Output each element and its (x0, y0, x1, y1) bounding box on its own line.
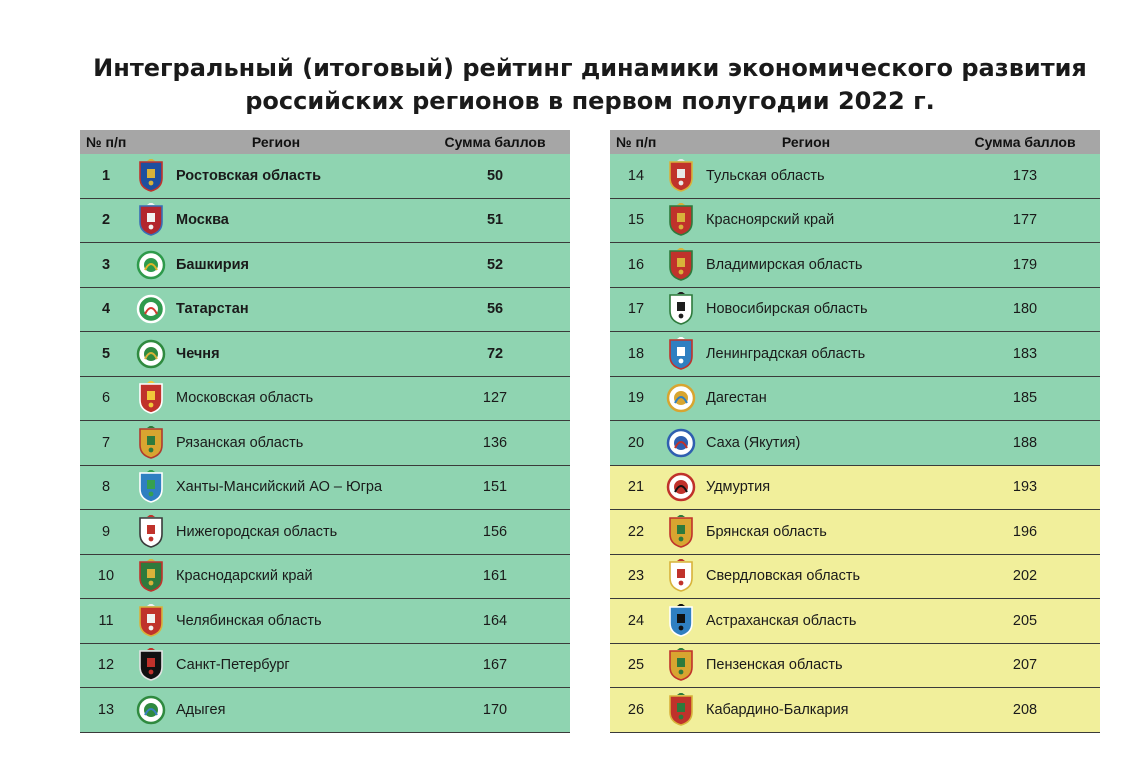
table-row (610, 287, 1100, 332)
table-row (80, 510, 570, 555)
rank-number: 25 (610, 643, 662, 688)
region-name: Удмуртия (700, 465, 950, 510)
table-row (610, 688, 1100, 733)
region-name: Татарстан (170, 287, 420, 332)
rank-number: 19 (610, 376, 662, 421)
udmurtia-emblem-icon (662, 465, 700, 510)
table-row (80, 465, 570, 510)
region-name: Ханты-Мансийский АО – Югра (170, 465, 420, 510)
rank-number: 2 (80, 198, 132, 243)
score-value: 180 (950, 287, 1100, 332)
table-row (610, 465, 1100, 510)
table-row (610, 198, 1100, 243)
table-row (80, 599, 570, 644)
vladimir-coat-of-arms-icon (662, 243, 700, 288)
table-row (610, 643, 1100, 688)
chelyabinsk-coat-of-arms-icon (132, 599, 170, 644)
table-row (80, 643, 570, 688)
score-value: 167 (420, 643, 570, 688)
region-name: Адыгея (170, 688, 420, 733)
score-value: 207 (950, 643, 1100, 688)
header-region: Регион (132, 130, 420, 154)
region-name: Санкт-Петербург (170, 643, 420, 688)
leningrad-oblast-coat-of-arms-icon (662, 332, 700, 377)
score-value: 136 (420, 421, 570, 466)
sverdlovsk-coat-of-arms-icon (662, 554, 700, 599)
table-row (80, 154, 570, 198)
dagestan-emblem-icon (662, 376, 700, 421)
header-sum: Сумма баллов (420, 130, 570, 154)
rank-number: 7 (80, 421, 132, 466)
table-row (610, 376, 1100, 421)
title-line-2: российских регионов в первом полугодии 2022 г. (245, 87, 935, 115)
rank-number: 16 (610, 243, 662, 288)
rank-number: 26 (610, 688, 662, 733)
region-name: Москва (170, 198, 420, 243)
header-sum: Сумма баллов (950, 130, 1100, 154)
rank-number: 14 (610, 154, 662, 198)
region-name: Астраханская область (700, 599, 950, 644)
ranking-table-right (610, 130, 1100, 733)
rank-number: 22 (610, 510, 662, 555)
rank-number: 13 (80, 688, 132, 733)
table-row (80, 421, 570, 466)
score-value: 56 (420, 287, 570, 332)
region-name: Красноярский край (700, 198, 950, 243)
bryansk-coat-of-arms-icon (662, 510, 700, 555)
region-name: Нижегородская область (170, 510, 420, 555)
score-value: 185 (950, 376, 1100, 421)
sakha-emblem-icon (662, 421, 700, 466)
table-row (610, 510, 1100, 555)
krasnodar-coat-of-arms-icon (132, 554, 170, 599)
score-value: 205 (950, 599, 1100, 644)
score-value: 188 (950, 421, 1100, 466)
score-value: 202 (950, 554, 1100, 599)
table-row (80, 243, 570, 288)
chechnya-emblem-icon (132, 332, 170, 377)
moscow-coat-of-arms-icon (132, 198, 170, 243)
header-number: № п/п (80, 130, 132, 154)
score-value: 72 (420, 332, 570, 377)
region-name: Тульская область (700, 154, 950, 198)
table-row (610, 599, 1100, 644)
region-name: Ленинградская область (700, 332, 950, 377)
region-name: Брянская область (700, 510, 950, 555)
rank-number: 15 (610, 198, 662, 243)
rank-number: 24 (610, 599, 662, 644)
ranking-table-left (80, 130, 570, 733)
table-row (610, 243, 1100, 288)
nizhny-novgorod-coat-of-arms-icon (132, 510, 170, 555)
khmao-coat-of-arms-icon (132, 465, 170, 510)
rank-number: 23 (610, 554, 662, 599)
region-name: Башкирия (170, 243, 420, 288)
rank-number: 3 (80, 243, 132, 288)
region-name: Челябинская область (170, 599, 420, 644)
score-value: 183 (950, 332, 1100, 377)
table-row (80, 376, 570, 421)
header-number: № п/п (610, 130, 662, 154)
table-row (80, 198, 570, 243)
table-row (80, 688, 570, 733)
astrakhan-coat-of-arms-icon (662, 599, 700, 644)
rank-number: 8 (80, 465, 132, 510)
region-name: Саха (Якутия) (700, 421, 950, 466)
tula-coat-of-arms-icon (662, 154, 700, 198)
table-row (80, 554, 570, 599)
rank-number: 10 (80, 554, 132, 599)
table-row (610, 154, 1100, 198)
score-value: 179 (950, 243, 1100, 288)
rank-number: 21 (610, 465, 662, 510)
table-header-row (610, 130, 1100, 154)
rank-number: 11 (80, 599, 132, 644)
bashkiria-emblem-icon (132, 243, 170, 288)
saint-petersburg-coat-of-arms-icon (132, 643, 170, 688)
rank-number: 4 (80, 287, 132, 332)
rank-number: 6 (80, 376, 132, 421)
krasnoyarsk-coat-of-arms-icon (662, 198, 700, 243)
score-value: 170 (420, 688, 570, 733)
score-value: 51 (420, 198, 570, 243)
region-name: Владимирская область (700, 243, 950, 288)
score-value: 156 (420, 510, 570, 555)
novosibirsk-coat-of-arms-icon (662, 287, 700, 332)
ryazan-coat-of-arms-icon (132, 421, 170, 466)
rostov-coat-of-arms-icon (132, 154, 170, 198)
tatarstan-emblem-icon (132, 287, 170, 332)
table-row (610, 332, 1100, 377)
kabardino-balkaria-emblem-icon (662, 688, 700, 733)
region-name: Свердловская область (700, 554, 950, 599)
adygea-emblem-icon (132, 688, 170, 733)
rank-number: 18 (610, 332, 662, 377)
region-name: Рязанская область (170, 421, 420, 466)
region-name: Пензенская область (700, 643, 950, 688)
score-value: 177 (950, 198, 1100, 243)
region-name: Кабардино-Балкария (700, 688, 950, 733)
score-value: 173 (950, 154, 1100, 198)
rank-number: 20 (610, 421, 662, 466)
rank-number: 12 (80, 643, 132, 688)
region-name: Новосибирская область (700, 287, 950, 332)
rank-number: 17 (610, 287, 662, 332)
score-value: 193 (950, 465, 1100, 510)
region-name: Ростовская область (170, 154, 420, 198)
score-value: 127 (420, 376, 570, 421)
moscow-oblast-coat-of-arms-icon (132, 376, 170, 421)
region-name: Чечня (170, 332, 420, 377)
table-row (610, 421, 1100, 466)
score-value: 52 (420, 243, 570, 288)
table-row (610, 554, 1100, 599)
score-value: 196 (950, 510, 1100, 555)
score-value: 151 (420, 465, 570, 510)
table-row (80, 332, 570, 377)
rank-number: 5 (80, 332, 132, 377)
rank-number: 9 (80, 510, 132, 555)
region-name: Дагестан (700, 376, 950, 421)
table-header-row (80, 130, 570, 154)
region-name: Московская область (170, 376, 420, 421)
score-value: 208 (950, 688, 1100, 733)
score-value: 50 (420, 154, 570, 198)
rank-number: 1 (80, 154, 132, 198)
penza-coat-of-arms-icon (662, 643, 700, 688)
region-name: Краснодарский край (170, 554, 420, 599)
table-row (80, 287, 570, 332)
title-line-1: Интегральный (итоговый) рейтинг динамики экономического развития (93, 54, 1087, 82)
score-value: 164 (420, 599, 570, 644)
score-value: 161 (420, 554, 570, 599)
page-title (0, 52, 1146, 118)
header-region: Регион (662, 130, 950, 154)
